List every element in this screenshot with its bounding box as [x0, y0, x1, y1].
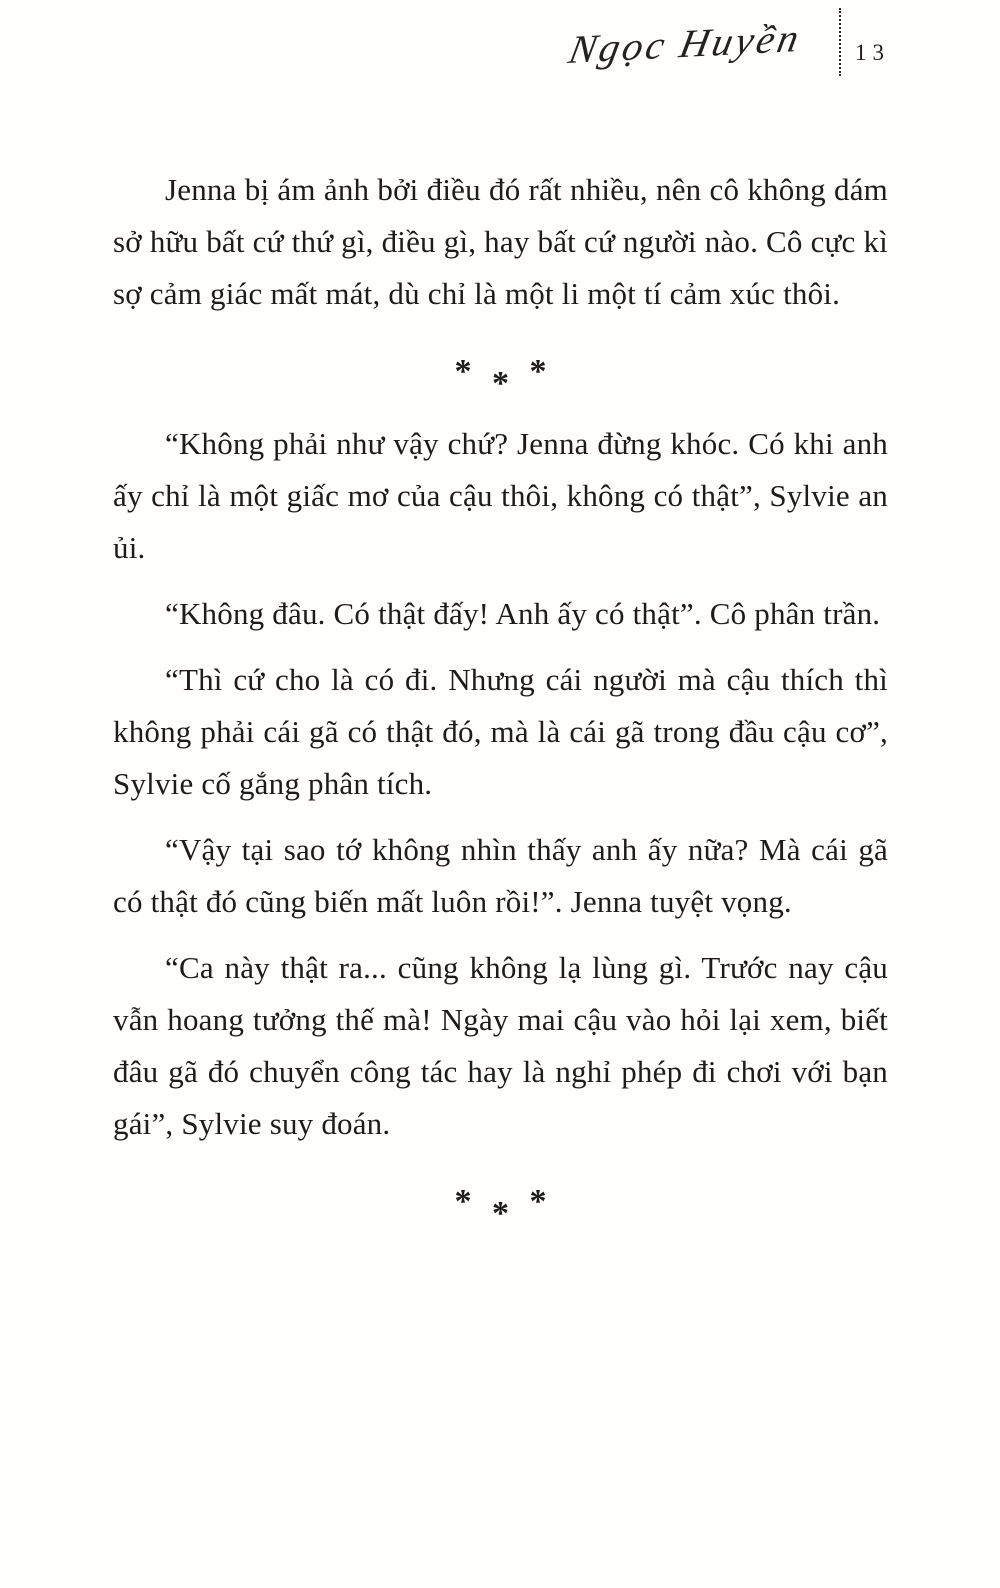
- page-number: 13: [855, 40, 890, 65]
- author-signature: Ngọc Huyền: [565, 15, 806, 72]
- header-divider-line: [839, 8, 841, 76]
- section-separator: [113, 346, 888, 402]
- paragraph: “Không đâu. Có thật đấy! Anh ấy có thật”. Cô phân trần.: [165, 596, 881, 631]
- asterisk-glyph: *: [492, 1195, 509, 1232]
- paragraph: “Ca này thật ra... cũng không lạ lùng gì. Trước nay cậu vẫn hoang tưởng thế mà! Ngày mai cậu vào hỏi lại xem, biết đâu gã đó chuyển công tác hay là nghỉ phép đi chơi với bạn gái”, Sylvie suy đoán.: [113, 950, 888, 1141]
- paragraph: “Không phải như vậy chứ? Jenna đừng khóc. Có khi anh ấy chỉ là một giấc mơ của cậu thôi, không có thật”, Sylvie an ủi.: [113, 426, 888, 565]
- asterisk-glyph: *: [492, 365, 509, 402]
- asterisk-glyph: *: [529, 353, 547, 390]
- paragraph: “Vậy tại sao tớ không nhìn thấy anh ấy nữa? Mà cái gã có thật đó cũng biến mất luôn rồi!”. Jenna tuyệt vọng.: [113, 832, 888, 919]
- asterisk-glyph: *: [454, 353, 472, 390]
- section-separator: [113, 1176, 888, 1232]
- page-content: [113, 164, 888, 1232]
- paragraph: “Thì cứ cho là có đi. Nhưng cái người mà cậu thích thì không phải cái gã có thật đó, mà là cái gã trong đầu cậu cơ”, Sylvie cố gắng phân tích.: [113, 662, 888, 801]
- asterisk-glyph: *: [454, 1183, 472, 1220]
- paragraph: Jenna bị ám ảnh bởi điều đó rất nhiều, nên cô không dám sở hữu bất cứ thứ gì, điều gì, hay bất cứ người nào. Cô cực kì sợ cảm giác mất mát, dù chỉ là một li một tí cảm xúc thôi.: [113, 172, 888, 311]
- page-header: [0, 0, 1000, 92]
- asterisk-glyph: *: [529, 1183, 547, 1220]
